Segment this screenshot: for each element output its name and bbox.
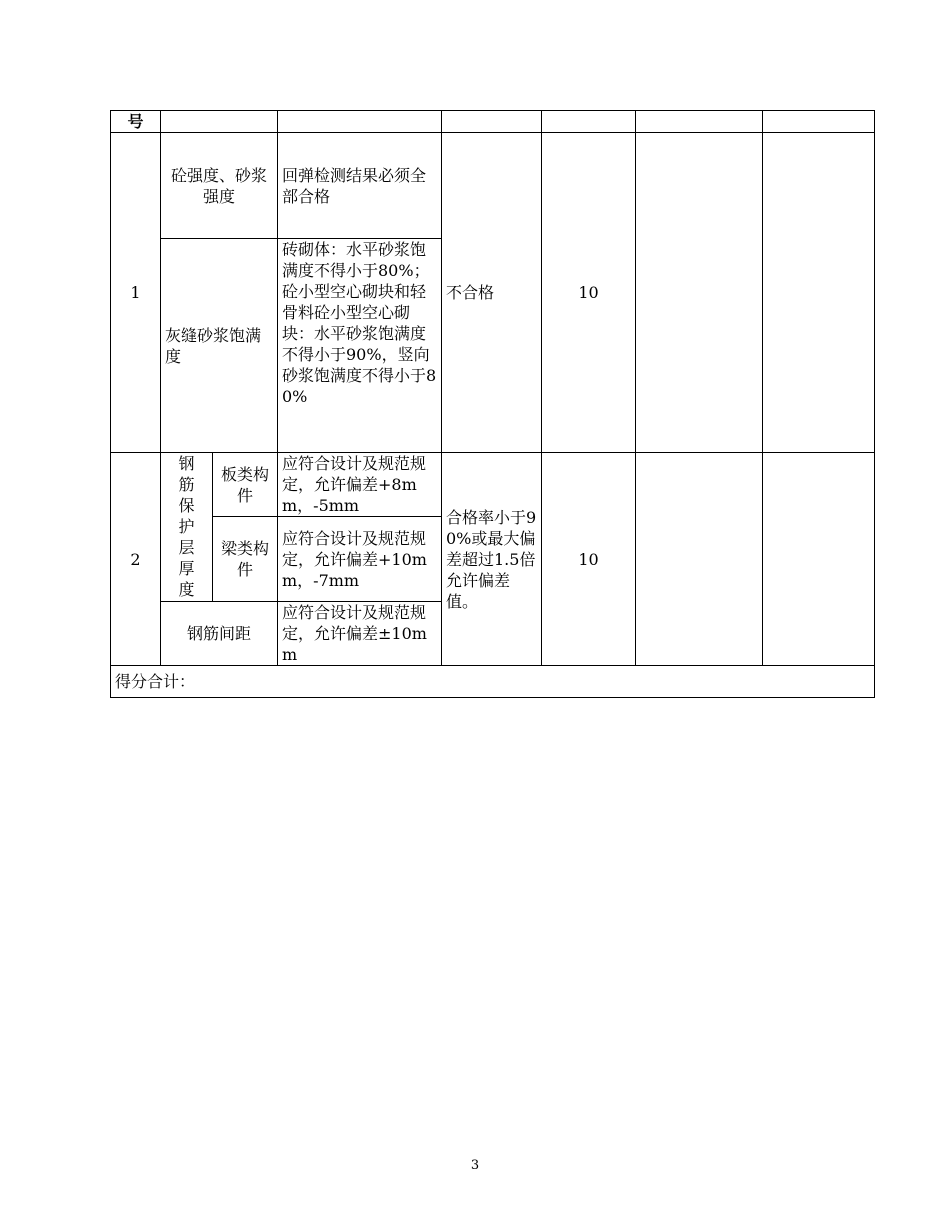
header-score-cell xyxy=(636,111,763,133)
header-remark-cell xyxy=(763,111,875,133)
requirement-text: 砖砌体：水平砂浆饱满度不得小于80%；砼小型空心砌块和轻骨料砼小型空心砌块：水平砂浆饱满度不得小于90%，竖向砂浆饱满度不得小于80% xyxy=(278,239,442,453)
remark-cell xyxy=(763,133,875,453)
header-number-cell: 号 xyxy=(111,111,161,133)
inspection-score-table xyxy=(110,110,875,698)
header-criterion-cell xyxy=(442,111,542,133)
header-requirement-cell xyxy=(278,111,442,133)
sub-item-name: 板类构件 xyxy=(213,453,278,517)
row-number: 2 xyxy=(111,453,161,666)
header-item-cell xyxy=(161,111,278,133)
requirement-text: 应符合设计及规范规定，允许偏差±10mm xyxy=(278,602,442,666)
total-score-label: 得分合计： xyxy=(111,666,875,698)
remark-cell xyxy=(763,453,875,666)
table-row xyxy=(111,453,875,517)
score-cell xyxy=(636,453,763,666)
points-value: 10 xyxy=(542,453,636,666)
table-row xyxy=(111,133,875,239)
requirement-text: 应符合设计及规范规定，允许偏差+10mm，-7mm xyxy=(278,517,442,602)
total-row xyxy=(111,666,875,698)
row-number: 1 xyxy=(111,133,161,453)
page-number: 3 xyxy=(470,1158,480,1173)
header-row xyxy=(111,111,875,133)
item-name: 灰缝砂浆饱满度 xyxy=(161,239,278,453)
item-group-name xyxy=(161,453,213,602)
criterion-text: 合格率小于90%或最大偏差超过1.5倍允许偏差值。 xyxy=(442,453,542,666)
item-name: 钢筋间距 xyxy=(161,602,278,666)
criterion-text: 不合格 xyxy=(442,133,542,453)
header-points-cell xyxy=(542,111,636,133)
score-cell xyxy=(636,133,763,453)
item-group-vertical-label: 钢筋保护层厚度 xyxy=(178,454,195,599)
points-value: 10 xyxy=(542,133,636,453)
item-name: 砼强度、砂浆强度 xyxy=(161,133,278,239)
requirement-text: 回弹检测结果必须全部合格 xyxy=(278,133,442,239)
sub-item-name: 梁类构件 xyxy=(213,517,278,602)
requirement-text: 应符合设计及规范规定，允许偏差+8mm，-5mm xyxy=(278,453,442,517)
